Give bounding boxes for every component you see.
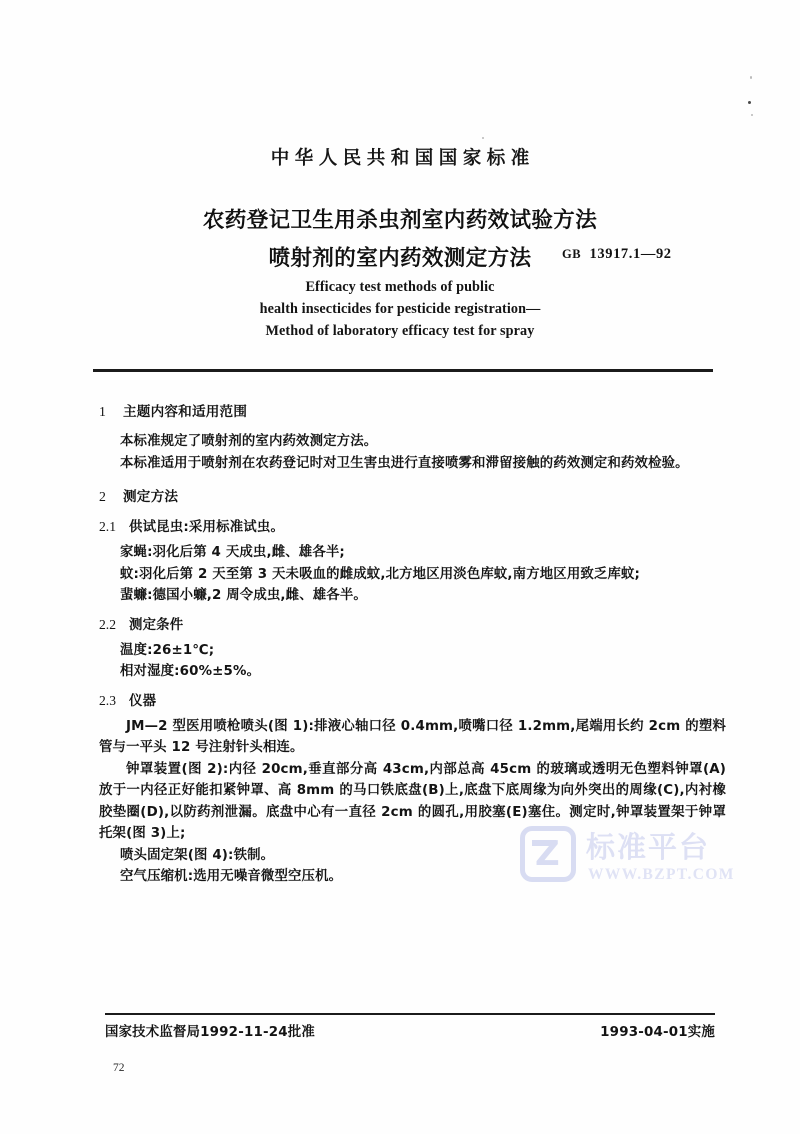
instrument-nozzle-holder: 喷头固定架(图 4):铁制。 — [120, 847, 275, 863]
scan-speck — [482, 137, 484, 139]
section-2-2-heading — [99, 614, 800, 633]
section-1-paragraph-2: 本标准适用于喷射剂在农药登记时对卫生害虫进行直接喷雾和滞留接触的药效测定和药效检验。 — [120, 455, 689, 471]
instrument-air-compressor: 空气压缩机:选用无噪音微型空压机。 — [120, 869, 343, 884]
section-1-number: 1 — [99, 404, 107, 419]
standard-label: GB — [562, 247, 582, 261]
section-1-heading — [99, 400, 800, 420]
english-title-line-2: health insecticides for pesticide registration— — [259, 301, 541, 317]
instrument-spray-gun: JM—2 型医用喷枪喷头(图 1):排液心轴口径 0.4mm,喷嘴口径 1.2mm,尾端用长约 2cm 的塑料管与一平头 12 号注射针头相连。 — [99, 718, 726, 755]
section-1-paragraph-1: 本标准规定了喷射剂的室内药效测定方法。 — [120, 434, 378, 449]
footer-approval: 国家技术监督局1992-11-24批准 — [105, 1025, 315, 1040]
section-2-3-heading — [99, 690, 800, 709]
insect-line-cockroach: 蜚蠊:德国小蠊,2 周令成虫,雌、雄各半。 — [120, 588, 367, 603]
insect-line-housefly: 家蝇:羽化后第 4 天成虫,雌、雄各半; — [120, 545, 345, 560]
watermark-url: WWW.BZPT.COM — [588, 866, 735, 883]
page-title-line-1: 农药登记卫生用杀虫剂室内药效试验方法 — [202, 208, 598, 233]
section-2-3-label: 仪器 — [129, 693, 157, 709]
standard-number — [562, 246, 672, 263]
watermark-chinese-text: 标准平台 — [586, 830, 711, 864]
national-standard-header: 中华人民共和国国家标准 — [270, 148, 535, 169]
footer-implementation: 1993-04-01实施 — [600, 1025, 715, 1040]
section-2-number: 2 — [99, 489, 107, 504]
page-title-line-2: 喷射剂的室内药效测定方法 — [268, 246, 532, 271]
header-divider — [93, 369, 713, 372]
document-body — [0, 400, 800, 888]
scan-speck — [748, 101, 751, 104]
section-2-2-number: 2.2 — [99, 616, 116, 632]
insect-line-mosquito: 蚊:羽化后第 2 天至第 3 天未吸血的雌成蚊,北方地区用淡色库蚊,南方地区用致乏库蚊; — [120, 566, 641, 582]
condition-temperature: 温度:26±1℃; — [120, 642, 215, 658]
section-2-3-number: 2.3 — [99, 692, 116, 708]
section-1-title: 主题内容和适用范围 — [123, 404, 248, 420]
scan-speck — [751, 114, 753, 116]
section-2-1-number: 2.1 — [99, 519, 116, 534]
standard-number-value: 13917.1—92 — [589, 246, 672, 262]
section-2-1-label: 供试昆虫:采用标准试虫。 — [129, 520, 285, 535]
section-2-1-heading — [99, 516, 800, 535]
section-2-title: 测定方法 — [123, 489, 179, 505]
condition-humidity: 相对湿度:60%±5%。 — [120, 664, 261, 679]
page-number: 72 — [113, 1062, 125, 1074]
section-2-2-label: 测定条件 — [129, 617, 184, 633]
instrument-bell-jar: 钟罩装置(图 2):内径 20cm,垂直部分高 43cm,内部总高 45cm 的玻璃或透明无色塑料钟罩(A)放于一内径正好能扣紧钟罩、高 8mm 的马口铁底盘(B)上,底盘下底周缘为向外突出的周缘(C),内衬橡胶垫圈(D),以防药剂泄漏。底盘中心有一直径 2cm 的圆孔,用胶塞(E)塞住。测定时,钟罩装置架于钟罩托架(图 3)上; — [99, 761, 726, 841]
english-title-line-1: Efficacy test methods of public — [305, 279, 495, 295]
scan-speck — [750, 76, 752, 79]
section-2-heading — [99, 485, 800, 505]
footer-divider — [105, 1013, 715, 1015]
english-title-line-3: Method of laboratory efficacy test for spray — [265, 323, 535, 339]
